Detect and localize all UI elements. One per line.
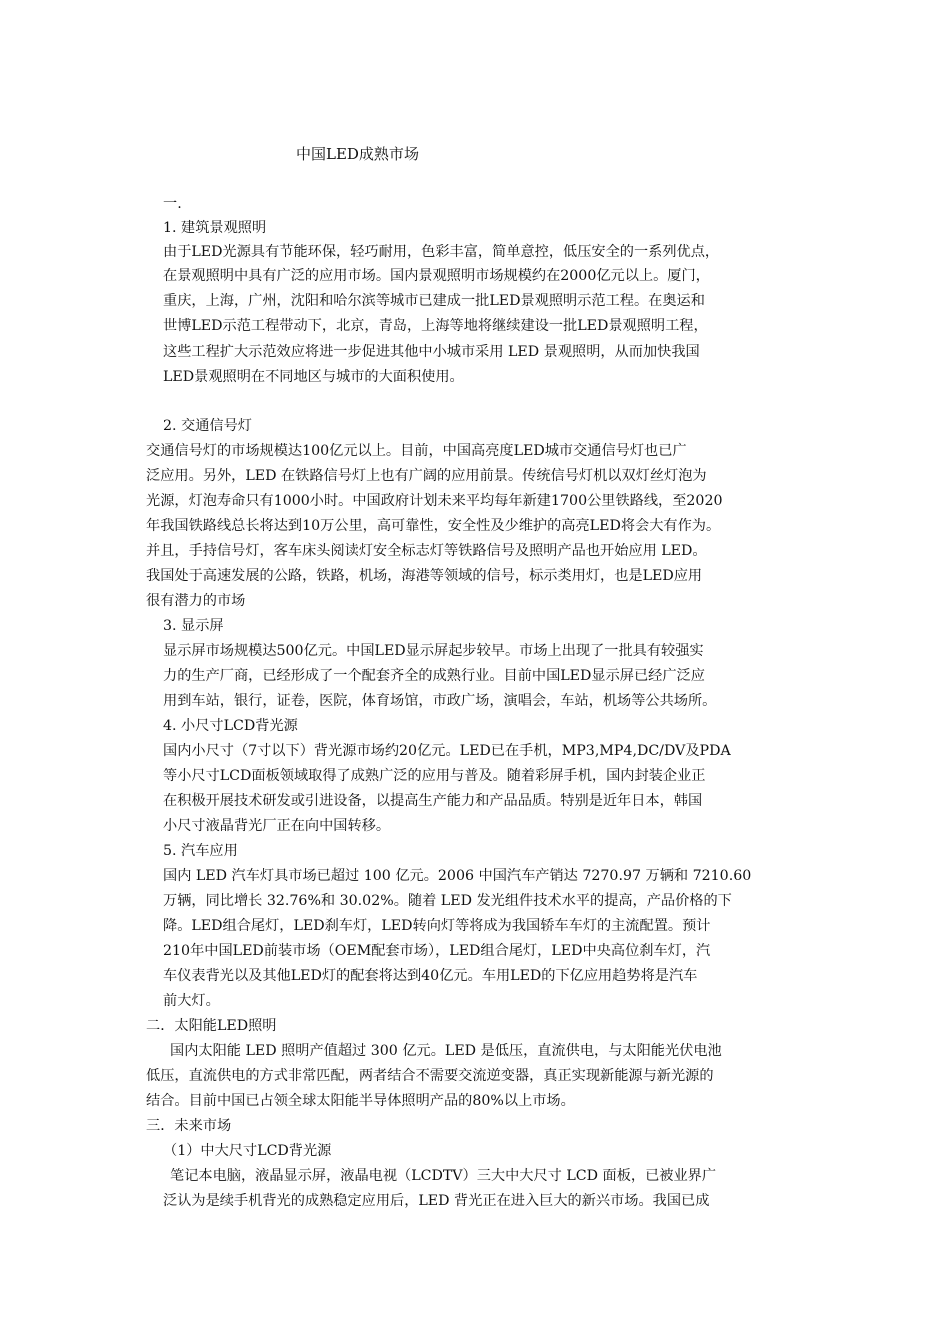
paragraph-line: 等小尺寸LCD面板领域取得了成熟广泛的应用与普及。随着彩屏手机，国内封装企业正 — [163, 768, 706, 784]
section-heading: 二．太阳能LED照明 — [146, 1018, 277, 1034]
paragraph-line: 交通信号灯的市场规模达100亿元以上。目前，中国高亮度LED城市交通信号灯也已广 — [146, 443, 687, 459]
paragraph-line: 并且，手持信号灯，客车床头阅读灯安全标志灯等铁路信号及照明产品也开始应用 LED。 — [146, 543, 707, 559]
paragraph-line: LED景观照明在不同地区与城市的大面积使用。 — [163, 369, 464, 385]
paragraph-line: 在景观照明中具有广泛的应用市场。国内景观照明市场规模约在2000亿元以上。厦门， — [163, 268, 710, 284]
paragraph-line: 国内太阳能 LED 照明产值超过 300 亿元。LED 是低压，直流供电，与太阳能光伏电池 — [170, 1043, 722, 1059]
item-heading: 5. 汽车应用 — [163, 843, 238, 859]
paragraph-line: 笔记本电脑，液晶显示屏，液晶电视（LCDTV）三大中大尺寸 LCD 面板，已被业界广 — [170, 1168, 717, 1184]
section-heading: 一. — [163, 196, 182, 212]
paragraph-line: 国内 LED 汽车灯具市场已超过 100 亿元。2006 中国汽车产销达 7270.97 万辆和 7210.60 — [163, 868, 752, 884]
item-heading: 2. 交通信号灯 — [163, 418, 252, 434]
item-heading: （1）中大尺寸LCD背光源 — [163, 1143, 332, 1159]
paragraph-line: 小尺寸液晶背光厂正在向中国转移。 — [163, 818, 391, 834]
paragraph-line: 前大灯。 — [163, 993, 220, 1009]
paragraph-line: 这些工程扩大示范效应将进一步促进其他中小城市采用 LED 景观照明，从而加快我国 — [163, 344, 700, 360]
paragraph-line: 重庆，上海，广州，沈阳和哈尔滨等城市已建成一批LED景观照明示范工程。在奥运和 — [163, 293, 705, 309]
paragraph-line: 210年中国LED前装市场（OEM配套市场），LED组合尾灯，LED中央高位刹车灯，汽 — [163, 943, 711, 959]
paragraph-line: 低压，直流供电的方式非常匹配，两者结合不需要交流逆变器，真正实现新能源与新光源的 — [146, 1068, 714, 1084]
paragraph-line: 用到车站，银行，证卷，医院，体育场馆，市政广场，演唱会，车站，机场等公共场所。 — [163, 693, 717, 709]
paragraph-line: 世博LED示范工程带动下，北京，青岛，上海等地将继续建设一批LED景观照明工程， — [163, 318, 708, 334]
paragraph-line: 很有潜力的市场 — [146, 593, 246, 609]
document-title: 中国LED成熟市场 — [296, 145, 419, 163]
paragraph-line: 万辆，同比增长 32.76%和 30.02%。随着 LED 发光组件技术水平的提高，产品价格的下 — [163, 893, 732, 909]
paragraph-line: 力的生产厂商，已经形成了一个配套齐全的成熟行业。目前中国LED显示屏已经广泛应 — [163, 668, 705, 684]
section-heading: 三．未来市场 — [146, 1118, 232, 1134]
paragraph-line: 年我国铁路线总长将达到10万公里，高可靠性，安全性及少维护的高亮LED将会大有作为。 — [146, 518, 721, 534]
paragraph-line: 泛认为是续手机背光的成熟稳定应用后，LED 背光正在进入巨大的新兴市场。我国已成 — [163, 1193, 710, 1209]
paragraph-line: 车仪表背光以及其他LED灯的配套将达到40亿元。车用LED的下亿应用趋势将是汽车 — [163, 968, 698, 984]
item-heading: 3. 显示屏 — [163, 618, 224, 634]
item-heading: 4. 小尺寸LCD背光源 — [163, 718, 298, 734]
item-heading: 1. 建筑景观照明 — [163, 220, 267, 236]
paragraph-line: 结合。目前中国已占领全球太阳能半导体照明产品的80%以上市场。 — [146, 1093, 575, 1109]
paragraph-line: 显示屏市场规模达500亿元。中国LED显示屏起步较早。市场上出现了一批具有较强实 — [163, 643, 704, 659]
paragraph-line: 光源，灯泡寿命只有1000小时。中国政府计划未来平均每年新建1700公里铁路线，至2020 — [146, 493, 723, 509]
paragraph-line: 泛应用。另外，LED 在铁路信号灯上也有广阔的应用前景。传统信号灯机以双灯丝灯泡为 — [146, 468, 707, 484]
paragraph-line: 国内小尺寸（7寸以下）背光源市场约20亿元。LED已在手机，MP3,MP4,DC/DV及PDA — [163, 743, 731, 759]
paragraph-line: 降。LED组合尾灯，LED刹车灯，LED转向灯等将成为我国轿车车灯的主流配置。预计 — [163, 918, 711, 934]
paragraph-line: 由于LED光源具有节能环保，轻巧耐用，色彩丰富，简单意控，低压安全的一系列优点， — [163, 244, 720, 260]
paragraph-line: 在积极开展技术研发或引进设备，以提高生产能力和产品品质。特别是近年日本，韩国 — [163, 793, 703, 809]
paragraph-line: 我国处于高速发展的公路，铁路，机场，海港等领域的信号，标示类用灯，也是LED应用 — [146, 568, 703, 584]
